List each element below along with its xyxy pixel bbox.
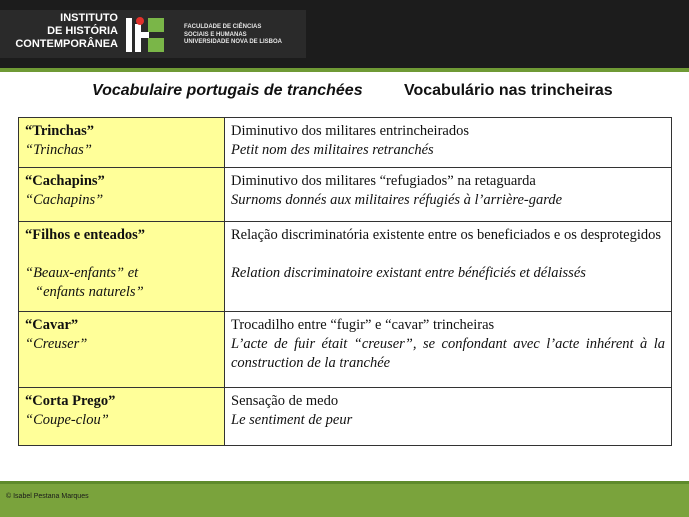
logo-line: SOCIAIS E HUMANAS: [184, 31, 247, 38]
table-row: [19, 168, 672, 222]
term-cell: [19, 222, 225, 312]
description-portuguese: Diminutivo dos militares entrincheirados: [231, 123, 469, 139]
description-french: L’acte de fuir était “creuser”, se confondant avec l’acte inhérent à la construction de la tranchée: [231, 336, 665, 371]
term-french: “Trinchas”: [25, 142, 92, 158]
logo-line: INSTITUTO: [60, 12, 118, 24]
logo-line: DE HISTÓRIA: [47, 25, 118, 37]
term-french: “Cachapins”: [25, 192, 104, 208]
institution-logo: [0, 10, 306, 58]
vocabulary-table: [18, 117, 672, 446]
description-french: Surnoms donnés aux militaires réfugiés à l’arrière-garde: [231, 192, 563, 208]
description-cell: [225, 388, 672, 446]
term-french: “Beaux-enfants” et: [25, 265, 139, 281]
table-row: [19, 312, 672, 388]
description-portuguese: Relação discriminatória existente entre os beneficiados e os desprotegidos: [231, 227, 662, 243]
table-row: [19, 222, 672, 312]
logo-line: CONTEMPORÂNEA: [15, 38, 118, 50]
description-portuguese: Trocadilho entre “fugir” e “cavar” trincheiras: [231, 317, 495, 333]
term-portuguese: “Cavar”: [25, 317, 79, 333]
term-portuguese: “Filhos e enteados”: [25, 227, 146, 243]
description-french: Le sentiment de peur: [231, 412, 353, 428]
term-portuguese: “Cachapins”: [25, 173, 105, 189]
term-cell: [19, 312, 225, 388]
footer-accent-stripe: [0, 481, 689, 484]
description-portuguese: Diminutivo dos militares “refugiados” na retaguarda: [231, 173, 536, 189]
title-french: Vocabulaire portugais de tranchées: [92, 82, 363, 99]
logo-line: UNIVERSIDADE NOVA DE LISBOA: [184, 39, 283, 45]
term-cell: [19, 118, 225, 168]
term-cell: [19, 388, 225, 446]
term-portuguese: “Corta Prego”: [25, 393, 116, 409]
ihc-logo-text: [6, 12, 118, 51]
header-accent-stripe: [0, 68, 689, 72]
description-portuguese: Sensação de medo: [231, 393, 339, 409]
description-cell: [225, 168, 672, 222]
logo-line: FACULDADE DE CIÊNCIAS: [184, 24, 262, 30]
term-cell: [19, 168, 225, 222]
header-bar: [0, 0, 689, 68]
description-french: Relation discriminatoire existant entre bénéficiés et délaissés: [231, 265, 586, 281]
table-row: [19, 388, 672, 446]
description-cell: [225, 312, 672, 388]
ihc-logo-mark-icon: [126, 16, 166, 54]
fcsh-logo-text: [184, 24, 304, 47]
page-title-row: [0, 82, 689, 106]
term-french: “enfants naturels”: [35, 284, 144, 300]
description-cell: [225, 118, 672, 168]
term-french: “Coupe-clou”: [25, 412, 109, 428]
title-portuguese: Vocabulário nas trincheiras: [404, 82, 613, 99]
description-french: Petit nom des militaires retranchés: [231, 142, 434, 158]
term-portuguese: “Trinchas”: [25, 123, 95, 139]
footer-bar: [0, 481, 689, 517]
description-cell: [225, 222, 672, 312]
table-row: [19, 118, 672, 168]
copyright-notice: © Isabel Pestana Marques: [6, 493, 89, 500]
term-french: “Creuser”: [25, 336, 88, 352]
